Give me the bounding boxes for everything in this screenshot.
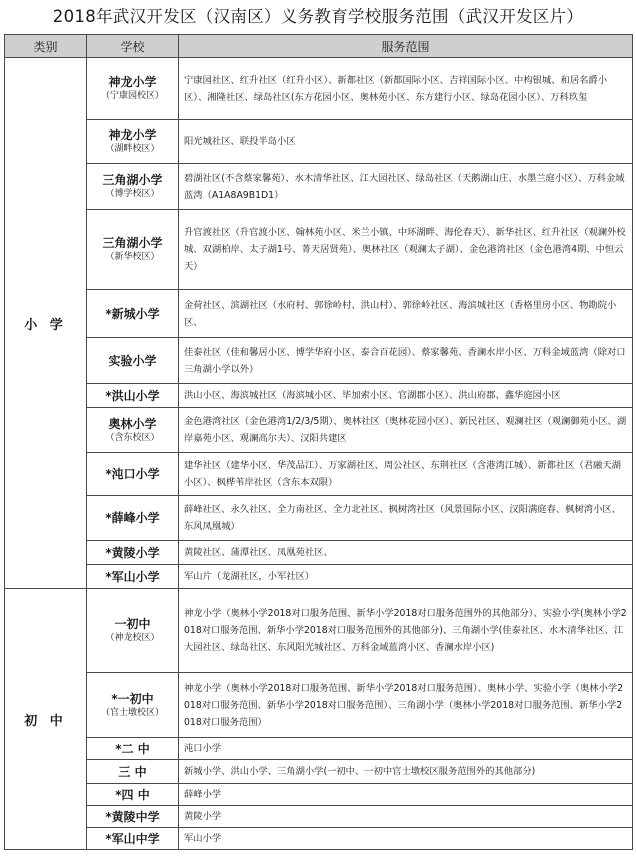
school-name: *军山中学 xyxy=(105,831,160,846)
table-row xyxy=(5,589,633,673)
service-range-cell: 沌口小学 xyxy=(179,738,633,760)
school-name: *一初中 xyxy=(111,691,154,706)
page-title: 2018年武汉开发区（汉南区）义务教育学校服务范围（武汉开发区片） xyxy=(52,7,584,26)
school-campus: （湖畔校区） xyxy=(105,144,160,154)
table-row xyxy=(5,738,633,760)
table-row xyxy=(5,760,633,784)
service-range-cell: 薛峰小学 xyxy=(179,784,633,806)
service-range-cell: 宁康园社区、红升社区（红升小区）、新都社区（新都国际小区、吉祥国际小区、中构银城、和居名爵小区）、湘隆社区、绿岛社区(东方花园小区、奥林苑小区、东方建行小区、绿岛花园小区）、万科玖玺 xyxy=(179,58,633,120)
school-cell xyxy=(87,384,179,408)
table-header-row xyxy=(5,35,633,58)
service-range-cell: 神龙小学（奥林小学2018对口服务范围、新华小学2018对口服务范围外的其他部分）、实验小学(奥林小学2018对口服务范围、新华小学2018对口服务范围外的其他部分)、三角湖小学(佳泰社区、水木清华社区、江大园社区、绿岛社区、东风阳光城社区、万科金域蓝湾小区、香澜水岸小区) xyxy=(179,589,633,673)
school-name: *军山小学 xyxy=(105,569,160,584)
category-cell: 小 学 xyxy=(5,58,87,589)
table-row xyxy=(5,453,633,496)
service-range-cell: 神龙小学（奥林小学2018对口服务范围、新华小学2018对口服务范围）、奥林小学、实验小学（奥林小学2018对口服务范围、新华小学2018对口服务范围）、三角湖小学（奥林小学2018对口服务范围、新华小学2018对口服务范围） xyxy=(179,673,633,738)
school-cell xyxy=(87,828,179,850)
school-name: 三角湖小学 xyxy=(102,236,163,250)
school-name: *洪山小学 xyxy=(105,388,160,403)
school-cell xyxy=(87,565,179,589)
school-cell xyxy=(87,673,179,738)
school-name: *黄陵小学 xyxy=(105,545,160,560)
category-cell: 初 中 xyxy=(5,589,87,850)
table-row xyxy=(5,828,633,850)
table-row xyxy=(5,673,633,738)
table-row xyxy=(5,565,633,589)
school-cell xyxy=(87,760,179,784)
service-range-cell: 军山小学 xyxy=(179,828,633,850)
service-range-cell: 薛峰社区、永久社区、全力南社区、全力北社区、枫树湾社区（风景国际小区、汉阳满庭春、枫树湾小区、东风凤凰城） xyxy=(179,496,633,541)
service-range-table xyxy=(4,34,633,850)
school-name: 奥林小学 xyxy=(108,416,157,431)
table-row xyxy=(5,210,633,290)
school-name: *黄陵中学 xyxy=(105,809,160,824)
service-range-cell: 黄陵小学 xyxy=(179,806,633,828)
school-cell xyxy=(87,784,179,806)
school-cell xyxy=(87,496,179,541)
service-range-cell: 升官渡社区（升官渡小区、翰林苑小区、米兰小镇、中环湖畔、海伦春天）、新华社区、红升社区（观澜外校城、双湖柏岸、太子湖1号、菁天居贤苑）、奥林社区（观澜太子湖）、金色港湾社区（金色港湾4期、中恒云天） xyxy=(179,210,633,290)
service-range-cell: 黄陵社区、蒲潭社区、凤凰苑社区、 xyxy=(179,541,633,565)
school-cell xyxy=(87,210,179,290)
service-range-cell: 阳光城社区、联投半岛小区 xyxy=(179,120,633,164)
school-name: 神龙小学 xyxy=(108,75,157,89)
header-category: 类别 xyxy=(5,35,87,58)
school-cell xyxy=(87,806,179,828)
school-name: *新城小学 xyxy=(105,306,160,321)
service-range-cell: 金荷社区、滨湖社区（水府村、郭徐岭村、洪山村）、郭徐岭社区、海滨城社区（香格里房小区、物勘院小区、 xyxy=(179,290,633,338)
school-name: 神龙小学 xyxy=(108,128,157,142)
service-range-cell: 建华社区（建华小区、华茂品江）、万家湖社区、周公社区、东荆社区（含港湾江城）、新都社区（君融天湖小区）、枫桦苇岸社区（含东本双限） xyxy=(179,453,633,496)
table-row xyxy=(5,408,633,453)
school-campus: （宁康园校区） xyxy=(100,91,164,101)
school-name: *沌口小学 xyxy=(105,467,160,481)
service-range-cell: 洪山小区、海滨城社区（海滨城小区、毕加索小区、官湖郡小区）、洪山府郡、鑫华庭园小区 xyxy=(179,384,633,408)
table-row xyxy=(5,384,633,408)
school-campus: （含东校区） xyxy=(105,432,160,443)
table-row xyxy=(5,58,633,120)
service-range-cell: 新城小学、洪山小学、三角湖小学(一初中、一初中官士墩校区服务范围外的其他部分) xyxy=(179,760,633,784)
school-campus: （官士墩校区） xyxy=(100,707,164,718)
school-cell xyxy=(87,58,179,120)
school-cell xyxy=(87,164,179,210)
school-name: *二 中 xyxy=(115,741,150,756)
table-row xyxy=(5,496,633,541)
school-cell xyxy=(87,338,179,384)
school-cell xyxy=(87,453,179,496)
service-range-cell: 碧湖社区(不含蔡家馨苑）、水木清华社区、江大园社区、绿岛社区（天鹅湖山庄、水墨兰庭小区）、万科金域蓝湾（A1A8A9B1D1） xyxy=(179,164,633,210)
header-school: 学校 xyxy=(87,35,179,58)
school-cell xyxy=(87,290,179,338)
school-cell xyxy=(87,408,179,453)
school-cell xyxy=(87,589,179,673)
school-campus: （神龙校区） xyxy=(105,633,160,643)
school-cell xyxy=(87,541,179,565)
table-row xyxy=(5,164,633,210)
school-name: 三 中 xyxy=(118,764,147,779)
service-range-cell: 军山片（龙湖社区，小军社区） xyxy=(179,565,633,589)
table-row xyxy=(5,290,633,338)
table-row xyxy=(5,784,633,806)
table-row xyxy=(5,541,633,565)
school-name: *四 中 xyxy=(115,787,150,802)
school-cell xyxy=(87,120,179,164)
school-name: *薛峰小学 xyxy=(105,511,160,525)
service-range-cell: 佳泰社区（佳和馨居小区、博学华府小区、泰合百花园）、蔡家馨苑、香澜水岸小区、万科金域蓝湾（除对口三角湖小学以外） xyxy=(179,338,633,384)
table-row xyxy=(5,338,633,384)
table-row xyxy=(5,806,633,828)
school-name: 一初中 xyxy=(114,617,151,631)
table-row xyxy=(5,120,633,164)
service-range-cell: 金色港湾社区（金色港湾1/2/3/5期）、奥林社区（奥林花园小区）、新民社区、观澜社区（观澜御苑小区、湖岸嘉苑小区、观澜高尔夫）、汉阳共建区 xyxy=(179,408,633,453)
school-cell xyxy=(87,738,179,760)
school-campus: （新华校区） xyxy=(105,252,160,262)
school-name: 三角湖小学 xyxy=(102,173,163,187)
school-campus: （博学校区） xyxy=(105,189,160,199)
school-name: 实验小学 xyxy=(108,353,157,368)
header-range: 服务范围 xyxy=(179,35,633,58)
